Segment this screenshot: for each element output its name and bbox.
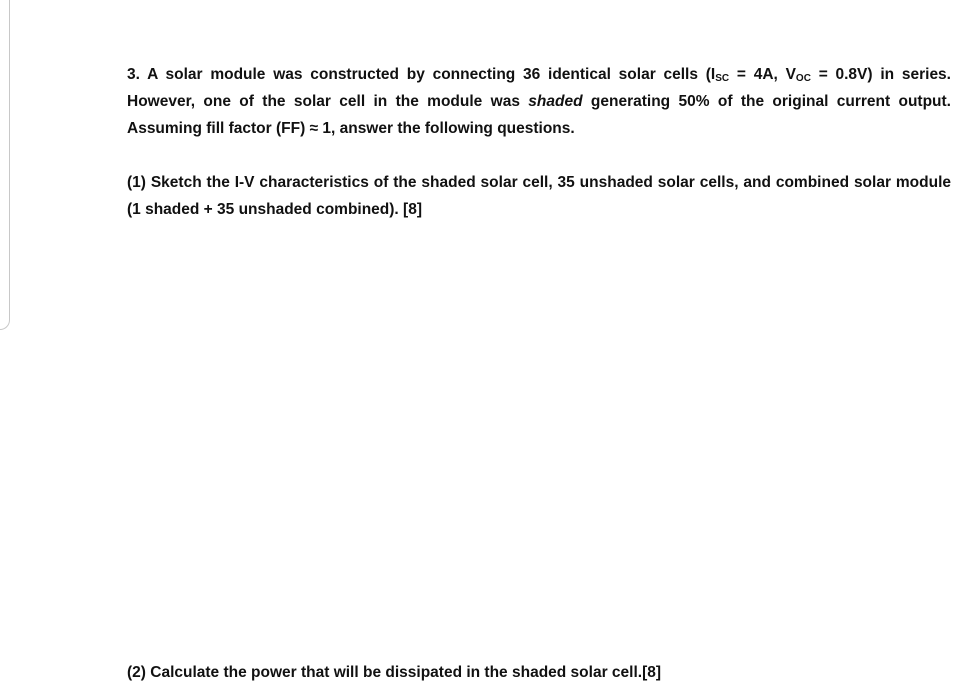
problem-remainder-text: generating 50% of the original current output. Assuming fill factor (FF) ≈ 1, answer the following questions.	[127, 93, 951, 137]
question-2: (2) Calculate the power that will be dissipated in the shaded solar cell.[8]	[127, 664, 662, 681]
isc-subscript: SC	[715, 73, 730, 84]
shaded-emphasis: shaded	[528, 93, 583, 110]
voc-subscript: OC	[795, 73, 811, 84]
problem-statement	[127, 61, 951, 142]
page-left-edge	[0, 0, 10, 330]
problem-intro-text: 3. A solar module was constructed by connecting 36 identical solar cells (I	[127, 66, 716, 83]
question-1: (1) Sketch the I-V characteristics of the shaded solar cell, 35 unshaded solar cells, and combined solar module (1 shaded + 35 unshaded combined). [8]	[127, 174, 951, 218]
isc-value-text: = 4A, V	[729, 66, 796, 83]
problem-content	[127, 61, 951, 223]
voc-value-text: = 0.8V) in series. However, one of the solar cell in the module was	[127, 66, 951, 110]
